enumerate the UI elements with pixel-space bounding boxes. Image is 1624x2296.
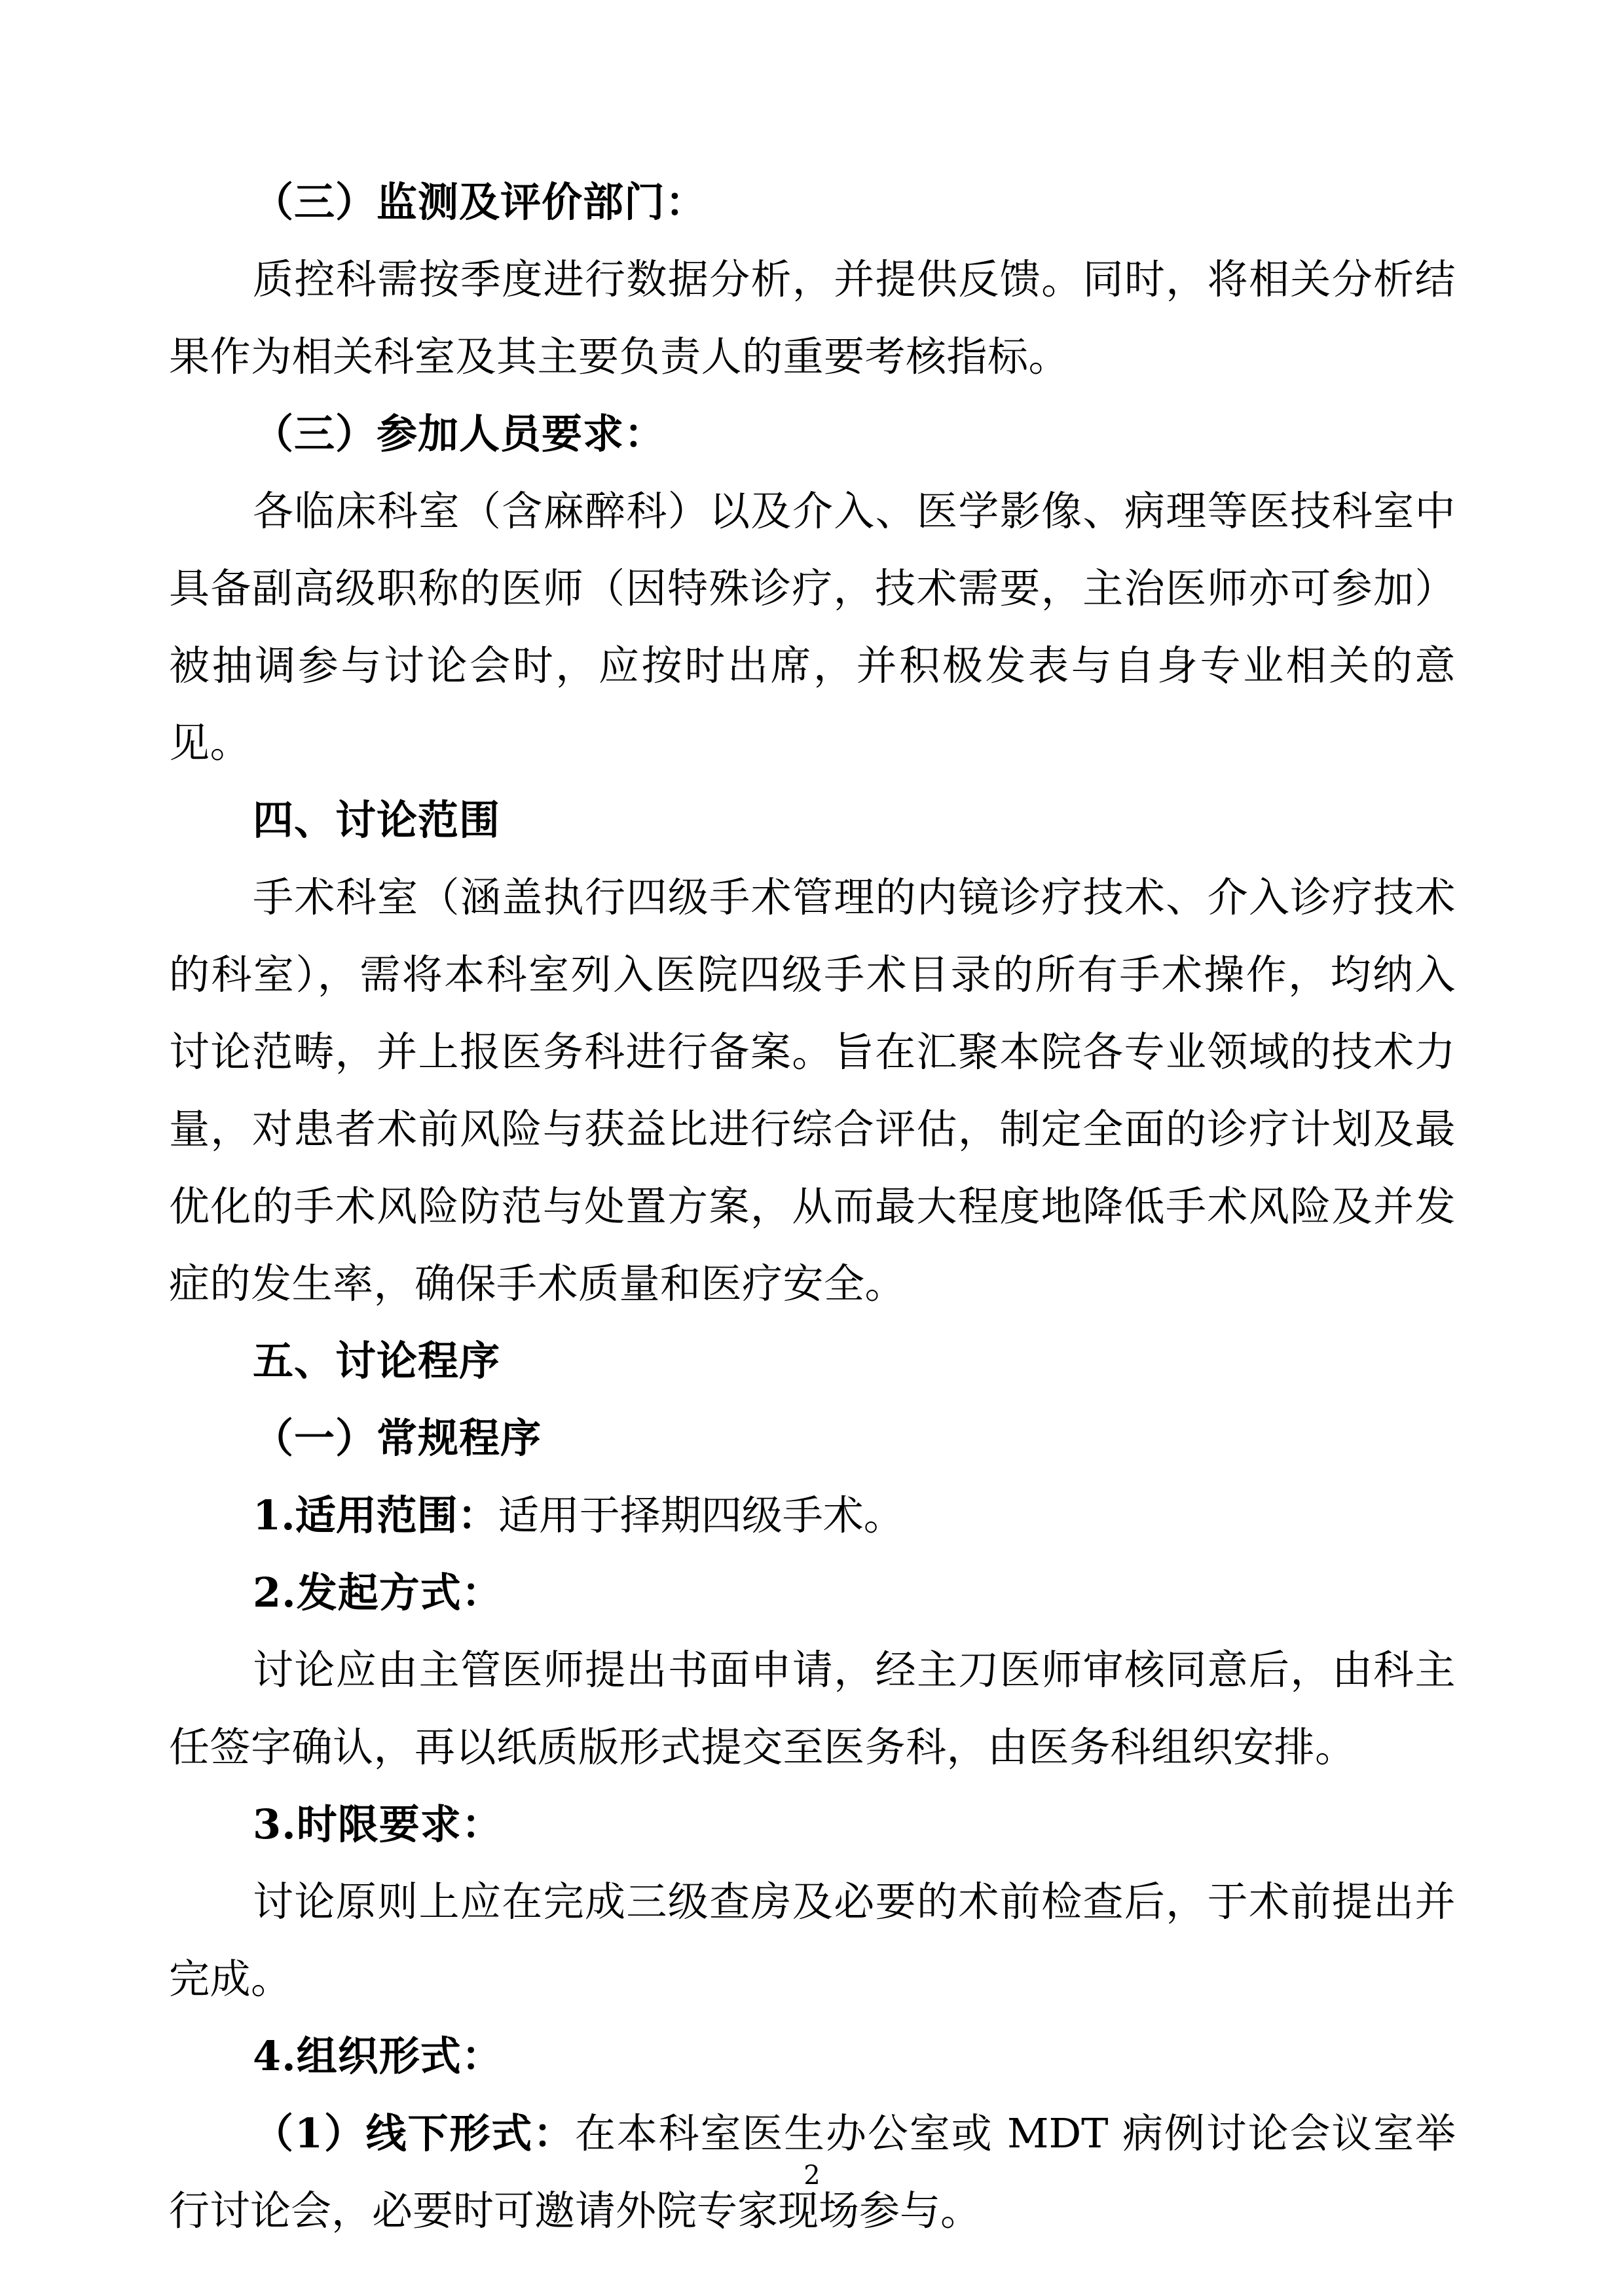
list-item-scope-text: 适用于择期四级手术。 (498, 1491, 904, 1539)
list-item-time-requirement-label: 3.时限要求： (253, 1800, 503, 1848)
paragraph-participant-requirements: 各临床科室（含麻醉科）以及介入、医学影像、病理等医技科室中具备副高级职称的医师（因特殊诊疗，技术需要，主治医师亦可参加）被抽调参与讨论会时，应按时出席，并积极发表与自身专业相关的意见。 (169, 487, 1456, 767)
list-item-scope-label: 1.适用范围： (253, 1491, 498, 1539)
list-item-organization-form-label: 4.组织形式： (253, 2032, 503, 2080)
list-item-initiation-method-label: 2.发起方式： (253, 1569, 503, 1616)
document-body (169, 164, 1456, 2250)
list-item-offline-format-label: （1）线下形式： (253, 2109, 575, 2157)
paragraph-discussion-scope: 手术科室（涵盖执行四级手术管理的内镜诊疗技术、介入诊疗技术的科室），需将本科室列入医院四级手术目录的所有手术操作，均纳入讨论范畴，并上报医务科进行备案。旨在汇聚本院各专业领域的技术力量，对患者术前风险与获益比进行综合评估，制定全面的诊疗计划及最优化的手术风险防范与处置方案，从而最大程度地降低手术风险及并发症的发生率，确保手术质量和医疗安全。 (169, 873, 1456, 1307)
paragraph-time-requirement: 讨论原则上应在完成三级查房及必要的术前检查后，于术前提出并完成。 (169, 1878, 1456, 2003)
section-heading-discussion-procedure: 五、讨论程序 (253, 1337, 501, 1385)
paragraph-initiation-method: 讨论应由主管医师提出书面申请，经主刀医师审核同意后，由科主任签字确认，再以纸质版形式提交至医务科，由医务科组织安排。 (169, 1646, 1456, 1771)
section-heading-participant-requirements: （三）参加人员要求： (253, 410, 666, 458)
paragraph-quality-control-analysis: 质控科需按季度进行数据分析，并提供反馈。同时，将相关分析结果作为相关科室及其主要负责人的重要考核指标。 (169, 255, 1456, 380)
subsection-heading-routine-procedure: （一）常规程序 (253, 1414, 542, 1462)
section-heading-monitoring-department: （三）监测及评价部门： (253, 178, 707, 226)
list-item-scope-of-application (169, 1477, 1456, 1554)
list-item-offline-format-text: 在本科室医生办公室或 MDT 病例讨论会议室举行讨论会，必要时可邀请外院专家现场参与。 (169, 2109, 1456, 2234)
section-heading-discussion-scope: 四、讨论范围 (253, 796, 501, 844)
page-number: 2 (803, 2160, 821, 2191)
